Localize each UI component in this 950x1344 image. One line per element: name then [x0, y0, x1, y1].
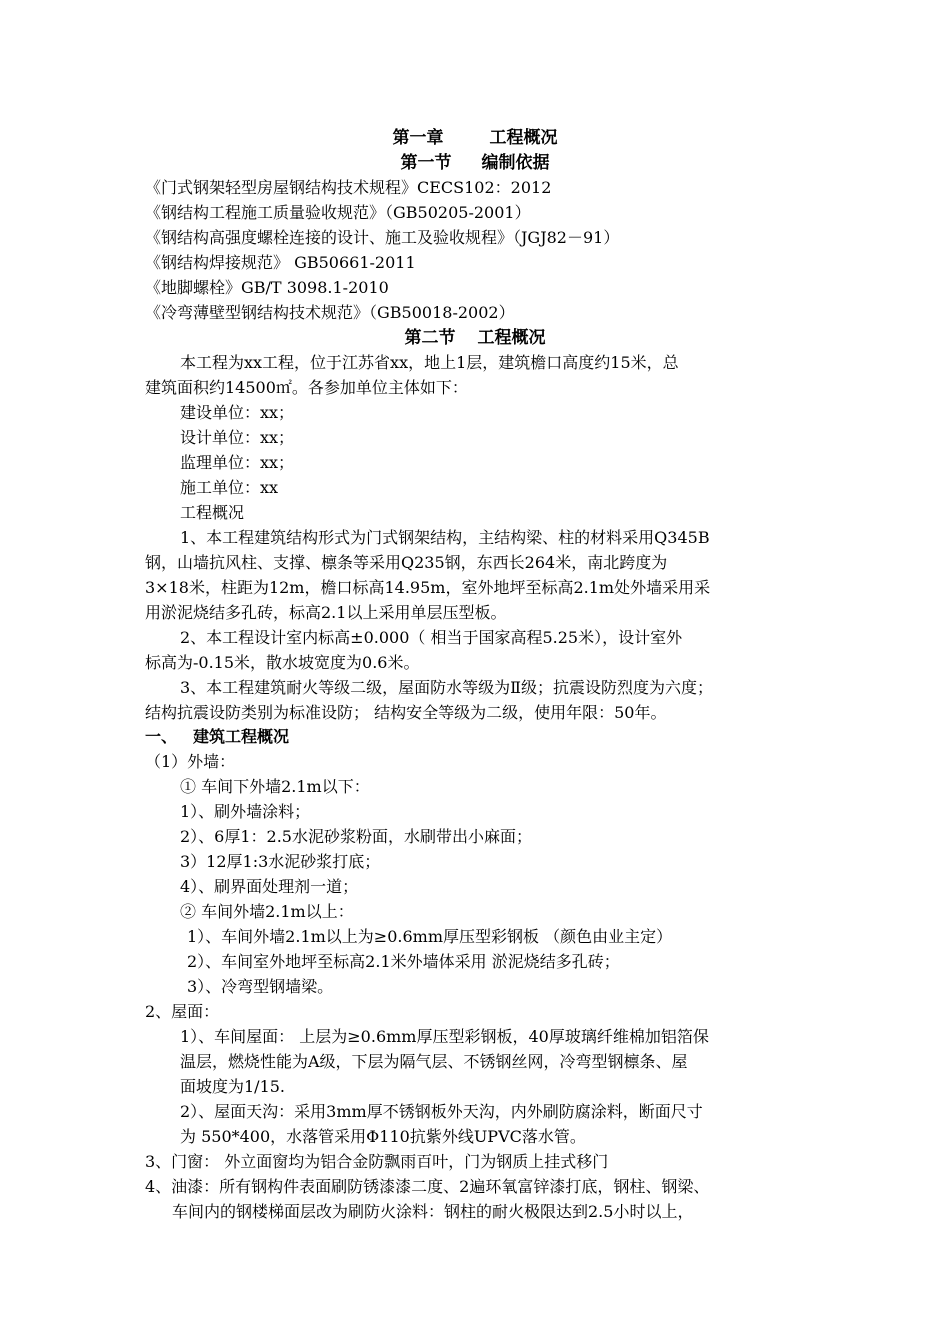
paragraph-line: 标高为-0.15米，散水坡宽度为0.6米。: [145, 653, 420, 672]
paragraph-line: 用淤泥烧结多孔砖，标高2.1以上采用单层压型板。: [145, 603, 507, 622]
paragraph-line: 3×18米，柱距为12m，檐口标高14.95m，室外地坪至标高2.1m处外墙采用采: [145, 578, 711, 597]
paragraph-line: 1）、车间外墙2.1m以上为≥0.6mm厚压型彩钢板 （颜色由业主定）: [187, 927, 673, 946]
chapter-number: 第一章: [392, 128, 444, 148]
paragraph-line: 本工程为xx工程，位于江苏省xx，地上1层，建筑檐口高度约15米，总: [180, 353, 679, 372]
reference-1: 《门式钢架轻型房屋钢结构技术规程》CECS102：2012: [145, 178, 552, 197]
paragraph-line: 结构抗震设防类别为标准设防； 结构安全等级为二级，使用年限：50年。: [145, 703, 667, 722]
paragraph-line: 2、屋面：: [145, 1002, 220, 1021]
paragraph-line: 设计单位：xx；: [180, 428, 295, 447]
paragraph-line: 1、本工程建筑结构形式为门式钢架结构，主结构梁、柱的材料采用Q345B: [180, 528, 710, 547]
paragraph-line: 建设单位：xx；: [180, 403, 295, 422]
paragraph-line: 温层，燃烧性能为A级，下层为隔气层、不锈钢丝网，冷弯型钢檩条、屋: [180, 1052, 688, 1071]
paragraph-line: 建筑面积约14500㎡。各参加单位主体如下：: [145, 378, 468, 397]
paragraph-line: 面坡度为1/15.: [180, 1077, 286, 1096]
reference-2: 《钢结构工程施工质量验收规范》（GB50205-2001）: [145, 203, 531, 222]
paragraph-line: （1）外墙：: [145, 752, 236, 771]
section-title-1: [0, 151, 950, 175]
reference-6: 《冷弯薄壁型钢结构技术规范》（GB50018-2002）: [145, 303, 515, 322]
paragraph-line: 2）、6厚1：2.5水泥砂浆粉面，水刷带出小麻面；: [180, 827, 532, 846]
paragraph-line: 车间内的钢楼梯面层改为刷防火涂料：钢柱的耐火极限达到2.5小时以上，: [172, 1202, 694, 1221]
section-name: 编制依据: [481, 153, 550, 173]
paragraph-line: 3）12厚1:3水泥砂浆打底；: [180, 852, 381, 871]
paragraph-line: 4）、刷界面处理剂一道；: [180, 877, 359, 896]
paragraph-line: 3、门窗： 外立面窗均为铝合金防飘雨百叶，门为钢质上挂式移门: [145, 1152, 609, 1171]
paragraph-line: 2）、屋面天沟：采用3mm厚不锈钢板外天沟，内外刷防腐涂料，断面尺寸: [180, 1102, 703, 1121]
section-title-2: [0, 326, 950, 350]
paragraph-line: 4、油漆：所有钢构件表面刷防锈漆漆二度、2遍环氧富锌漆打底，钢柱、钢梁、: [145, 1177, 710, 1196]
paragraph-line: 3）、冷弯型钢墙梁。: [187, 977, 334, 996]
reference-5: 《地脚螺栓》GB/T 3098.1-2010: [145, 278, 389, 297]
paragraph-line: 3、本工程建筑耐火等级二级，屋面防水等级为Ⅱ级；抗震设防烈度为六度；: [180, 678, 714, 697]
section-name: 工程概况: [477, 328, 546, 348]
chapter-title: [0, 126, 950, 150]
paragraph-line: ② 车间外墙2.1m以上：: [180, 902, 354, 921]
reference-4: 《钢结构焊接规范》 GB50661-2011: [145, 253, 416, 272]
paragraph-line: 2、本工程设计室内标高±0.000（ 相当于国家高程5.25米），设计室外: [180, 628, 683, 647]
paragraph-line: 施工单位：xx: [180, 478, 279, 497]
paragraph-line: 2）、车间室外地坪至标高2.1米外墙体采用 淤泥烧结多孔砖；: [187, 952, 620, 971]
paragraph-line: 工程概况: [180, 503, 245, 522]
reference-3: 《钢结构高强度螺栓连接的设计、施工及验收规程》（JGJ82－91）: [145, 228, 620, 247]
section-number: 第二节: [404, 328, 456, 348]
paragraph-line: 监理单位：xx；: [180, 453, 295, 472]
section-number: 第一节: [400, 153, 452, 173]
paragraph-line: 1）、车间屋面： 上层为≥0.6mm厚压型彩钢板，40厚玻璃纤维棉加铝箔保: [180, 1027, 709, 1046]
chapter-name: 工程概况: [489, 128, 558, 148]
heading-number: 一、: [145, 727, 178, 746]
paragraph-line: 为 550*400，水落管采用Φ110抗紫外线UPVC落水管。: [180, 1127, 586, 1146]
heading-text: 建筑工程概况: [193, 727, 290, 746]
paragraph-line: 钢，山墙抗风柱、支撑、檩条等采用Q235钢，东西长264米，南北跨度为: [145, 553, 668, 572]
paragraph-line: ① 车间下外墙2.1m以下：: [180, 777, 370, 796]
paragraph-line: 1）、刷外墙涂料；: [180, 802, 311, 821]
heading-building-overview: [145, 725, 289, 749]
